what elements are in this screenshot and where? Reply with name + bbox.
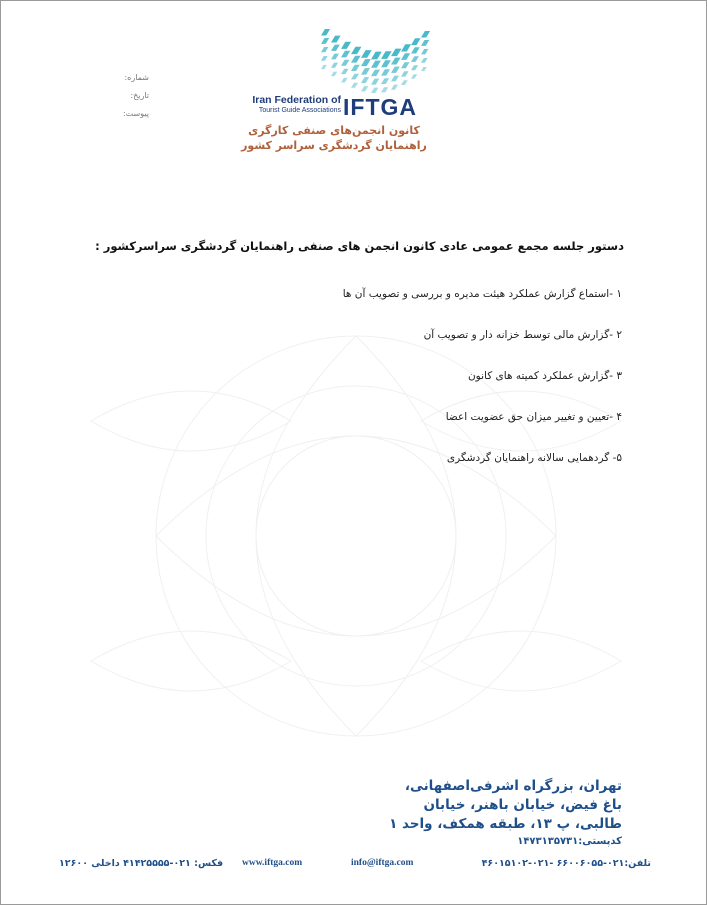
attachment-label: پیوست: [122, 109, 149, 118]
logo-fa-line2: راهنمایان گردشگری سراسر کشور [241, 139, 427, 152]
agenda-item: ۲ -گزارش مالی توسط خزانه دار و تصویب آن [423, 329, 622, 341]
number-label: شماره: [124, 73, 149, 82]
address-line2: باغ فیض، خیابان باهنر، خیابان [423, 797, 622, 813]
agenda-item: ۳ -گزارش عملکرد کمیته های کانون [467, 370, 622, 382]
date-label: تاریخ: [130, 91, 149, 100]
agenda-item: ۱ -استماع گزارش عملکرد هیئت مدیره و بررسی و تصویب آن ها [342, 288, 622, 300]
address-line3: طالبی، پ ۱۳، طبقه همکف، واحد ۱ [389, 816, 622, 832]
website-link[interactable]: www.iftga.com [242, 858, 303, 868]
footer-address [322, 777, 622, 850]
footer-contact-bar [59, 858, 651, 876]
letter-meta [113, 69, 149, 123]
phone-number: تلفن:۰۲۱-۶۶۰۰۶۰۵۵ -۰۲۱-۴۶۰۱۵۱۰۲ [481, 858, 651, 869]
agenda-title: دستور جلسه مجمع عمومی عادی کانون انجمن های صنفی راهنمایان گردشگری سراسرکشور : [95, 239, 624, 253]
logo-acronym: IFTGA [343, 94, 417, 120]
iftga-logo [239, 15, 439, 155]
logo-fa-line1: کانون انجمن‌های صنفی کارگری [248, 124, 420, 137]
email-link[interactable]: info@iftga.com [351, 858, 414, 868]
agenda-list [202, 288, 622, 493]
fax-number: فکس: ۰۲۱-۴۱۴۲۵۵۵۵ داخلی ۱۲۶۰۰ [59, 858, 224, 869]
agenda-item: ۴ -تعیین و تغییر میزان حق عضویت اعضا [445, 411, 622, 423]
postal-code: کدپستی:۱۴۷۳۱۳۵۷۳۱ [517, 836, 622, 847]
address-line1: تهران، بزرگراه اشرفی‌اصفهانی، [404, 778, 622, 794]
logo-wave-mark [315, 15, 433, 105]
logo-en-line2: Tourist Guide Associations [258, 107, 341, 114]
logo-persian-name [241, 123, 427, 153]
agenda-item: ۵- گردهمایی سالانه راهنمایان گردشگری [446, 452, 622, 464]
logo-en-line1: Iran Federation of [252, 94, 341, 106]
logo-english-name [245, 95, 341, 115]
